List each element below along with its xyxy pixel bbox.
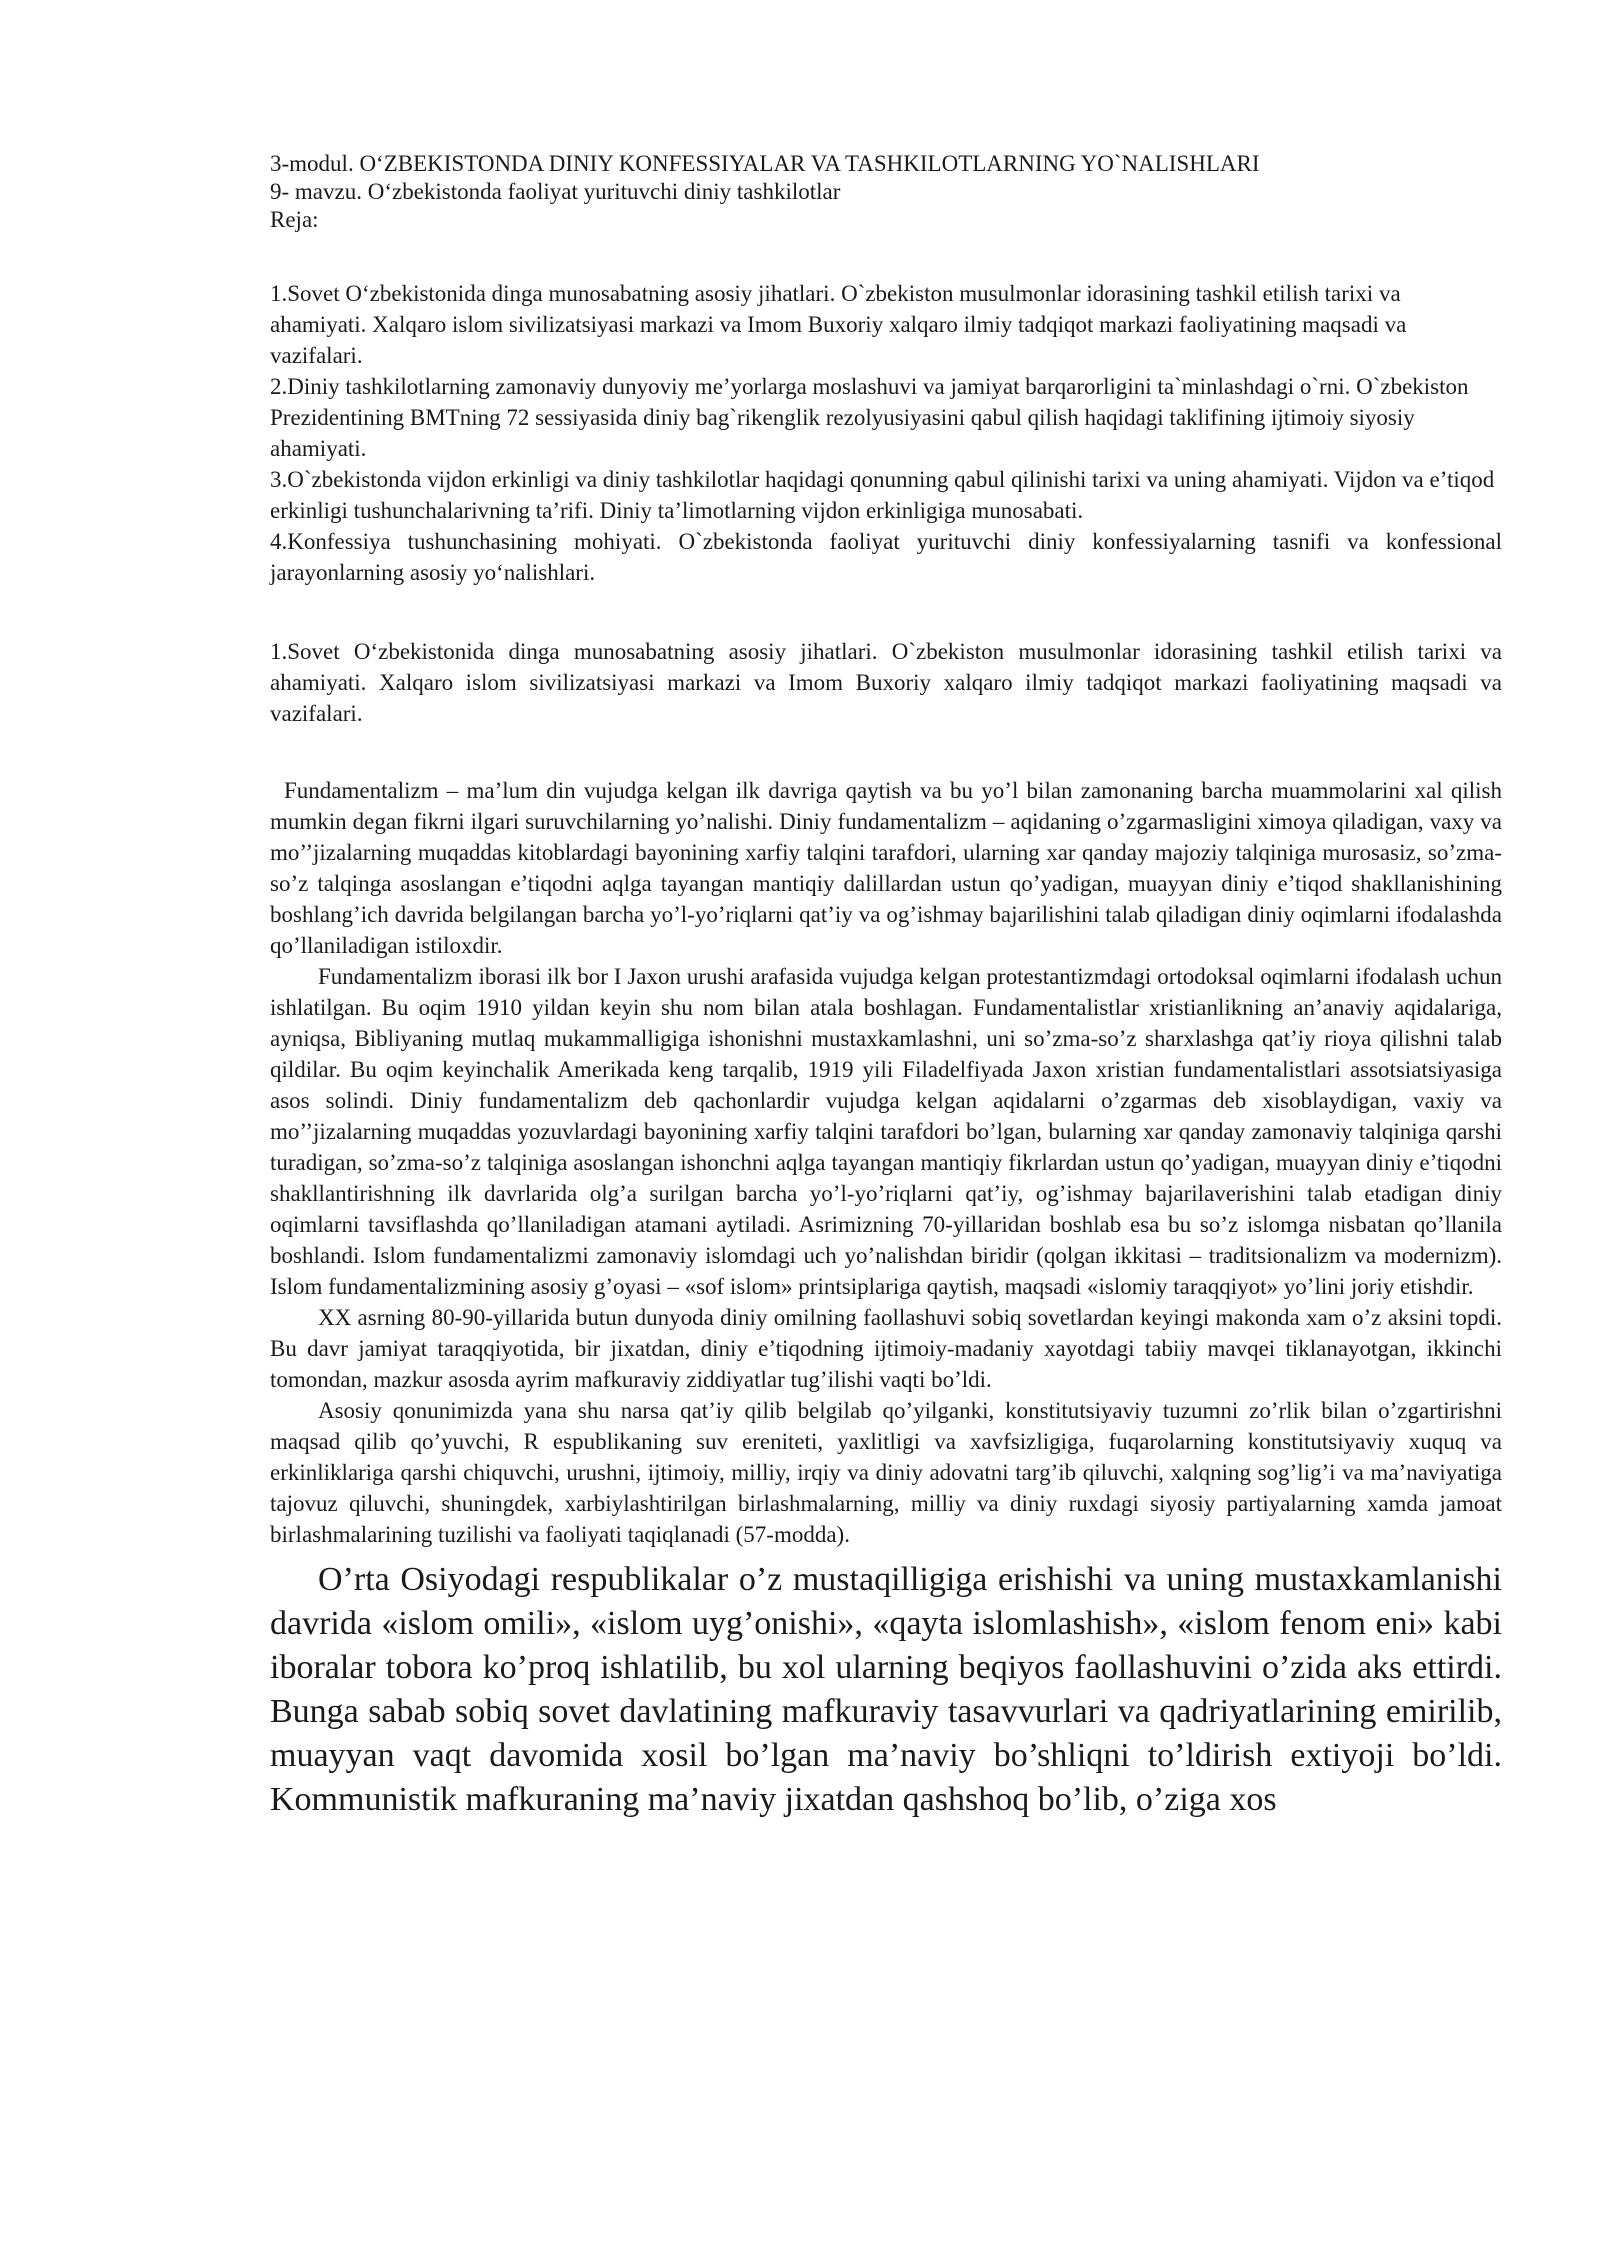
plan-label: Reja: <box>270 207 319 232</box>
plan-item-1: 1.Sovet O‘zbekistonida dinga munosabatning asosiy jihatlari. O`zbekiston musulmonlar idorasining tashkil etilish tarixi va ahamiyati. Xalqaro islom sivilizatsiyasi markazi va Imom Buxoriy xalqaro ilmiy tadqiqot markazi faoliyatining maqsadi va vazifalari. <box>270 281 1407 368</box>
plan-item-4: 4.Konfessiya tushunchasining mohiyati. O`zbekistonda faoliyat yurituvchi diniy konfessiyalarning tasnifi va konfessional jarayonlarning asosiy yo‘nalishlari. <box>270 529 1502 585</box>
paragraph-1: Fundamentalizm – ma’lum din vujudga kelgan ilk davriga qaytish va bu yo’l bilan zamonaning barcha muammolarini xal qilish mumkin degan fikrni ilgari suruvchilarning yo’nalishi. Diniy fundamentalizm – aqidaning o’zgarmasligini ximoya qiladigan, vaxy va mo’’jizalarning muqaddas kitoblardagi bayonining xarfiy talqini tarafdori, ularning xar qanday majoziy talqiniga murosasiz, so’zma-so’z talqinga asoslangan e’tiqodni aqlga tayangan mantiqiy dalillardan ustun qo’yadigan, muayyan diniy e’tiqod shakllanishining boshlang’ich davrida belgilangan barcha yo’l-yo’riqlarni qat’iy va og’ishmay bajarilishini talab qiladigan diniy oqimlarni ifodalashda qo’llaniladigan istiloxdir. <box>270 778 1502 958</box>
document-page <box>270 150 1502 1822</box>
paragraph-3: XX asrning 80-90-yillarida butun dunyoda diniy omilning faollashuvi sobiq sovetlardan keyingi makonda xam o’z aksini topdi. Bu davr jamiyat taraqqiyotida, bir jixatdan, diniy e’tiqodning ijtimoiy-madaniy xayotdagi tabiiy mavqei tiklanayotgan, ikkinchi tomondan, mazkur asosda ayrim mafkuraviy ziddiyatlar tug’ilishi vaqti bo’ldi. <box>270 1305 1502 1392</box>
plan-list <box>270 278 1502 588</box>
module-title: 3-modul. O‘ZBEKISTONDA DINIY KONFESSIYALAR VA TASHKILOTLARNING YO`NALISHLARI <box>270 151 1260 176</box>
paragraph-4: Asosiy qonunimizda yana shu narsa qat’iy qilib belgilab qo’yilganki, konstitutsiyaviy tuzumni zo’rlik bilan o’zgartirishni maqsad qilib qo’yuvchi, R espublikaning suv ereniteti, yaxlitligi va xavfsizligiga, fuqarolarning konstitutsiyaviy xuquq va erkinliklariga qarshi chiquvchi, urushni, ijtimoiy, milliy, irqiy va diniy adovatni targ’ib qiluvchi, xalqning sog’lig’i va ma’naviyatiga tajovuz qiluvchi, shuningdek, xarbiylashtirilgan birlashmalarning, milliy va diniy ruxdagi siyosiy partiyalarning xamda jamoat birlashmalarining tuzilishi va faoliyati taqiqlanadi (57-modda). <box>270 1398 1502 1547</box>
topic-title: 9- mavzu. O‘zbekistonda faoliyat yurituvchi diniy tashkilotlar <box>270 179 841 204</box>
plan-item-3: 3.O`zbekistonda vijdon erkinligi va diniy tashkilotlar haqidagi qonunning qabul qilinishi tarixi va uning ahamiyati. Vijdon va e’tiqod erkinligi tushunchalarivning ta’rifi. Diniy ta’limotlarning vijdon erkinligiga munosabati. <box>270 467 1495 523</box>
paragraph-2: Fundamentalizm iborasi ilk bor I Jaxon urushi arafasida vujudga kelgan protestantizmdagi ortodoksal oqimlarni ifodalash uchun ishlatilgan. Bu oqim 1910 yildan keyin shu nom bilan atala boshlagan. Fundamentalistlar xristianlikning an’anaviy aqidalariga, ayniqsa, Bibliyaning mutlaq mukammalligiga ishonishni mustaxkamlashni, uni so’zma-so’z sharxlashga qat’iy rioya qilishni talab qildilar. Bu oqim keyinchalik Amerikada keng tarqalib, 1919 yili Filadelfiyada Jaxon xristian fundamentalistlari assotsiatsiyasiga asos solindi. Diniy fundamentalizm deb qachonlardir vujudga kelgan aqidalarni o’zgarmas deb xisoblaydigan, vaxiy va mo’’jizalarning muqaddas yozuvlardagi bayonining xarfiy talqini tarafdori bo’lgan, bularning xar qanday zamonaviy talqiniga qarshi turadigan, so’zma-so’z talqiniga asoslangan ishonchni aqlga tayangan mantiqiy fikrlardan ustun qo’yadigan, muayyan diniy e’tiqodni shakllantirishning ilk davrlarida olg’a surilgan barcha yo’l-yo’riqlarni qat’iy, og’ishmay bajarilaverishini talab etadigan diniy oqimlarni tavsiflashda qo’llaniladigan atamani aytiladi. Asrimizning 70-yillaridan boshlab esa bu so’z islomga nisbatan qo’llanila boshlandi. Islom fundamentalizmi zamonaviy islomdagi uch yo’nalishdan biridir (qolgan ikkitasi – traditsionalizm va modernizm). Islom fundamentalizmining asosiy g’oyasi – «sof islom» printsiplariga qaytish, maqsadi «islomiy taraqqiyot» yo’lini joriy etishdir. <box>270 964 1502 1299</box>
paragraph-large: O’rta Osiyodagi respublikalar o’z mustaqilligiga erishishi va uning mustaxkamlanishi davrida «islom omili», «islom uyg’onishi», «qayta islomlashish», «islom fenom eni» kabi iboralar tobora ko’proq ishlatilib, bu xol ularning beqiyos faollashuvini o’zida aks ettirdi. Bunga sabab sobiq sovet davlatining mafkuraviy tasavvurlari va qadriyatlarining emirilib, muayyan vaqt davomida xosil bo’lgan ma’naviy bo’shliqni to’ldirish extiyoji bo’ldi. Kommunistik mafkuraning ma’naviy jixatdan qashshoq bo’lib, o’ziga xos <box>270 1561 1502 1818</box>
plan-item-2: 2.Diniy tashkilotlarning zamonaviy dunyoviy me’yorlarga moslashuvi va jamiyat barqarorligini ta`minlashdagi o`rni. O`zbekiston Prezidentining BMTning 72 sessiyasida diniy bag`rikenglik rezolyusiyasini qabul qilish haqidagi taklifining ijtimoiy siyosiy ahamiyati. <box>270 374 1469 461</box>
section-heading: 1.Sovet O‘zbekistonida dinga munosabatning asosiy jihatlari. O`zbekiston musulmonlar idorasining tashkil etilish tarixi va ahamiyati. Xalqaro islom sivilizatsiyasi markazi va Imom Buxoriy xalqaro ilmiy tadqiqot markazi faoliyatining maqsadi va vazifalari. <box>270 639 1502 726</box>
body-text <box>270 775 1502 1822</box>
